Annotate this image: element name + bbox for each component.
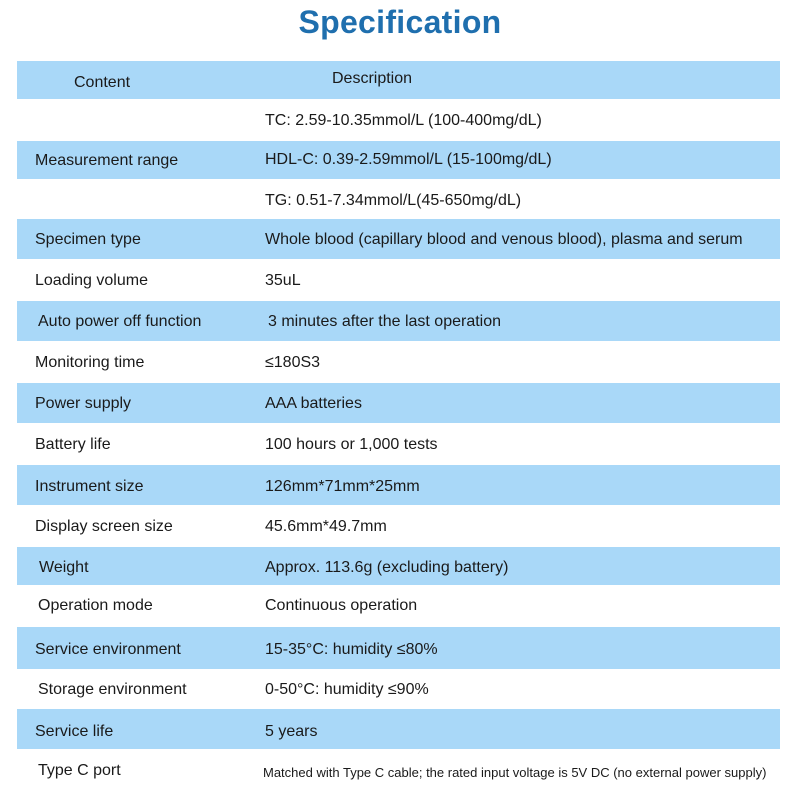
row-label: Instrument size: [35, 478, 144, 495]
row-label: Display screen size: [35, 518, 173, 535]
table-row: [17, 669, 780, 709]
row-value: Continuous operation: [265, 597, 418, 614]
row-label: Auto power off function: [38, 313, 202, 330]
measurement-tc: TC: 2.59-10.35mmol/L (100-400mg/dL): [265, 112, 542, 129]
row-value: 35uL: [265, 272, 301, 289]
row-label: Storage environment: [38, 681, 187, 698]
row-value: AAA batteries: [265, 395, 362, 412]
row-value: 45.6mm*49.7mm: [265, 518, 387, 535]
table-row: [17, 259, 780, 301]
table-row: [17, 383, 780, 423]
table-row-tg: [17, 179, 780, 219]
table-row: [17, 341, 780, 383]
table-row: [17, 301, 780, 341]
row-value: 126mm*71mm*25mm: [265, 478, 420, 495]
table-row: [17, 423, 780, 465]
row-value: ≤180S3: [265, 354, 321, 371]
row-value: Whole blood (capillary blood and venous blood), plasma and serum: [265, 231, 743, 248]
table-row: [17, 585, 780, 627]
table-row-hdl: [17, 141, 780, 179]
table-row: [17, 547, 780, 585]
row-label: Loading volume: [35, 272, 148, 289]
row-value: 15-35°C: humidity ≤80%: [265, 641, 438, 658]
table-row: [17, 749, 780, 793]
row-value: 3 minutes after the last operation: [268, 313, 502, 330]
header-content: Content: [74, 74, 131, 91]
measurement-tg: TG: 0.51-7.34mmol/L(45-650mg/dL): [265, 192, 522, 209]
table-header-row: [17, 61, 780, 99]
row-label: Power supply: [35, 395, 132, 412]
row-value: 100 hours or 1,000 tests: [265, 436, 438, 453]
table-row: [17, 709, 780, 749]
page-title: Specification: [298, 4, 502, 40]
row-label: Operation mode: [38, 597, 153, 614]
table-row: [17, 627, 780, 669]
row-value: Approx. 113.6g (excluding battery): [265, 559, 509, 576]
table-row-tc: [17, 99, 780, 141]
row-label: Monitoring time: [35, 354, 145, 371]
row-label: Battery life: [35, 436, 111, 453]
measurement-hdl: HDL-C: 0.39-2.59mmol/L (15-100mg/dL): [265, 151, 552, 168]
row-label: Type C port: [38, 762, 121, 779]
table-row: [17, 505, 780, 547]
header-description: Description: [332, 70, 413, 87]
row-label: Service life: [35, 723, 114, 740]
measurement-range-label: Measurement range: [35, 152, 179, 169]
row-value: Matched with Type C cable; the rated input voltage is 5V DC (no external power supply): [263, 765, 767, 780]
table-row: [17, 219, 780, 259]
row-label: Weight: [39, 559, 89, 576]
row-label: Service environment: [35, 641, 181, 658]
row-value: 0-50°C: humidity ≤90%: [265, 681, 429, 698]
table-row: [17, 465, 780, 505]
row-label: Specimen type: [35, 231, 141, 248]
row-value: 5 years: [265, 723, 318, 740]
